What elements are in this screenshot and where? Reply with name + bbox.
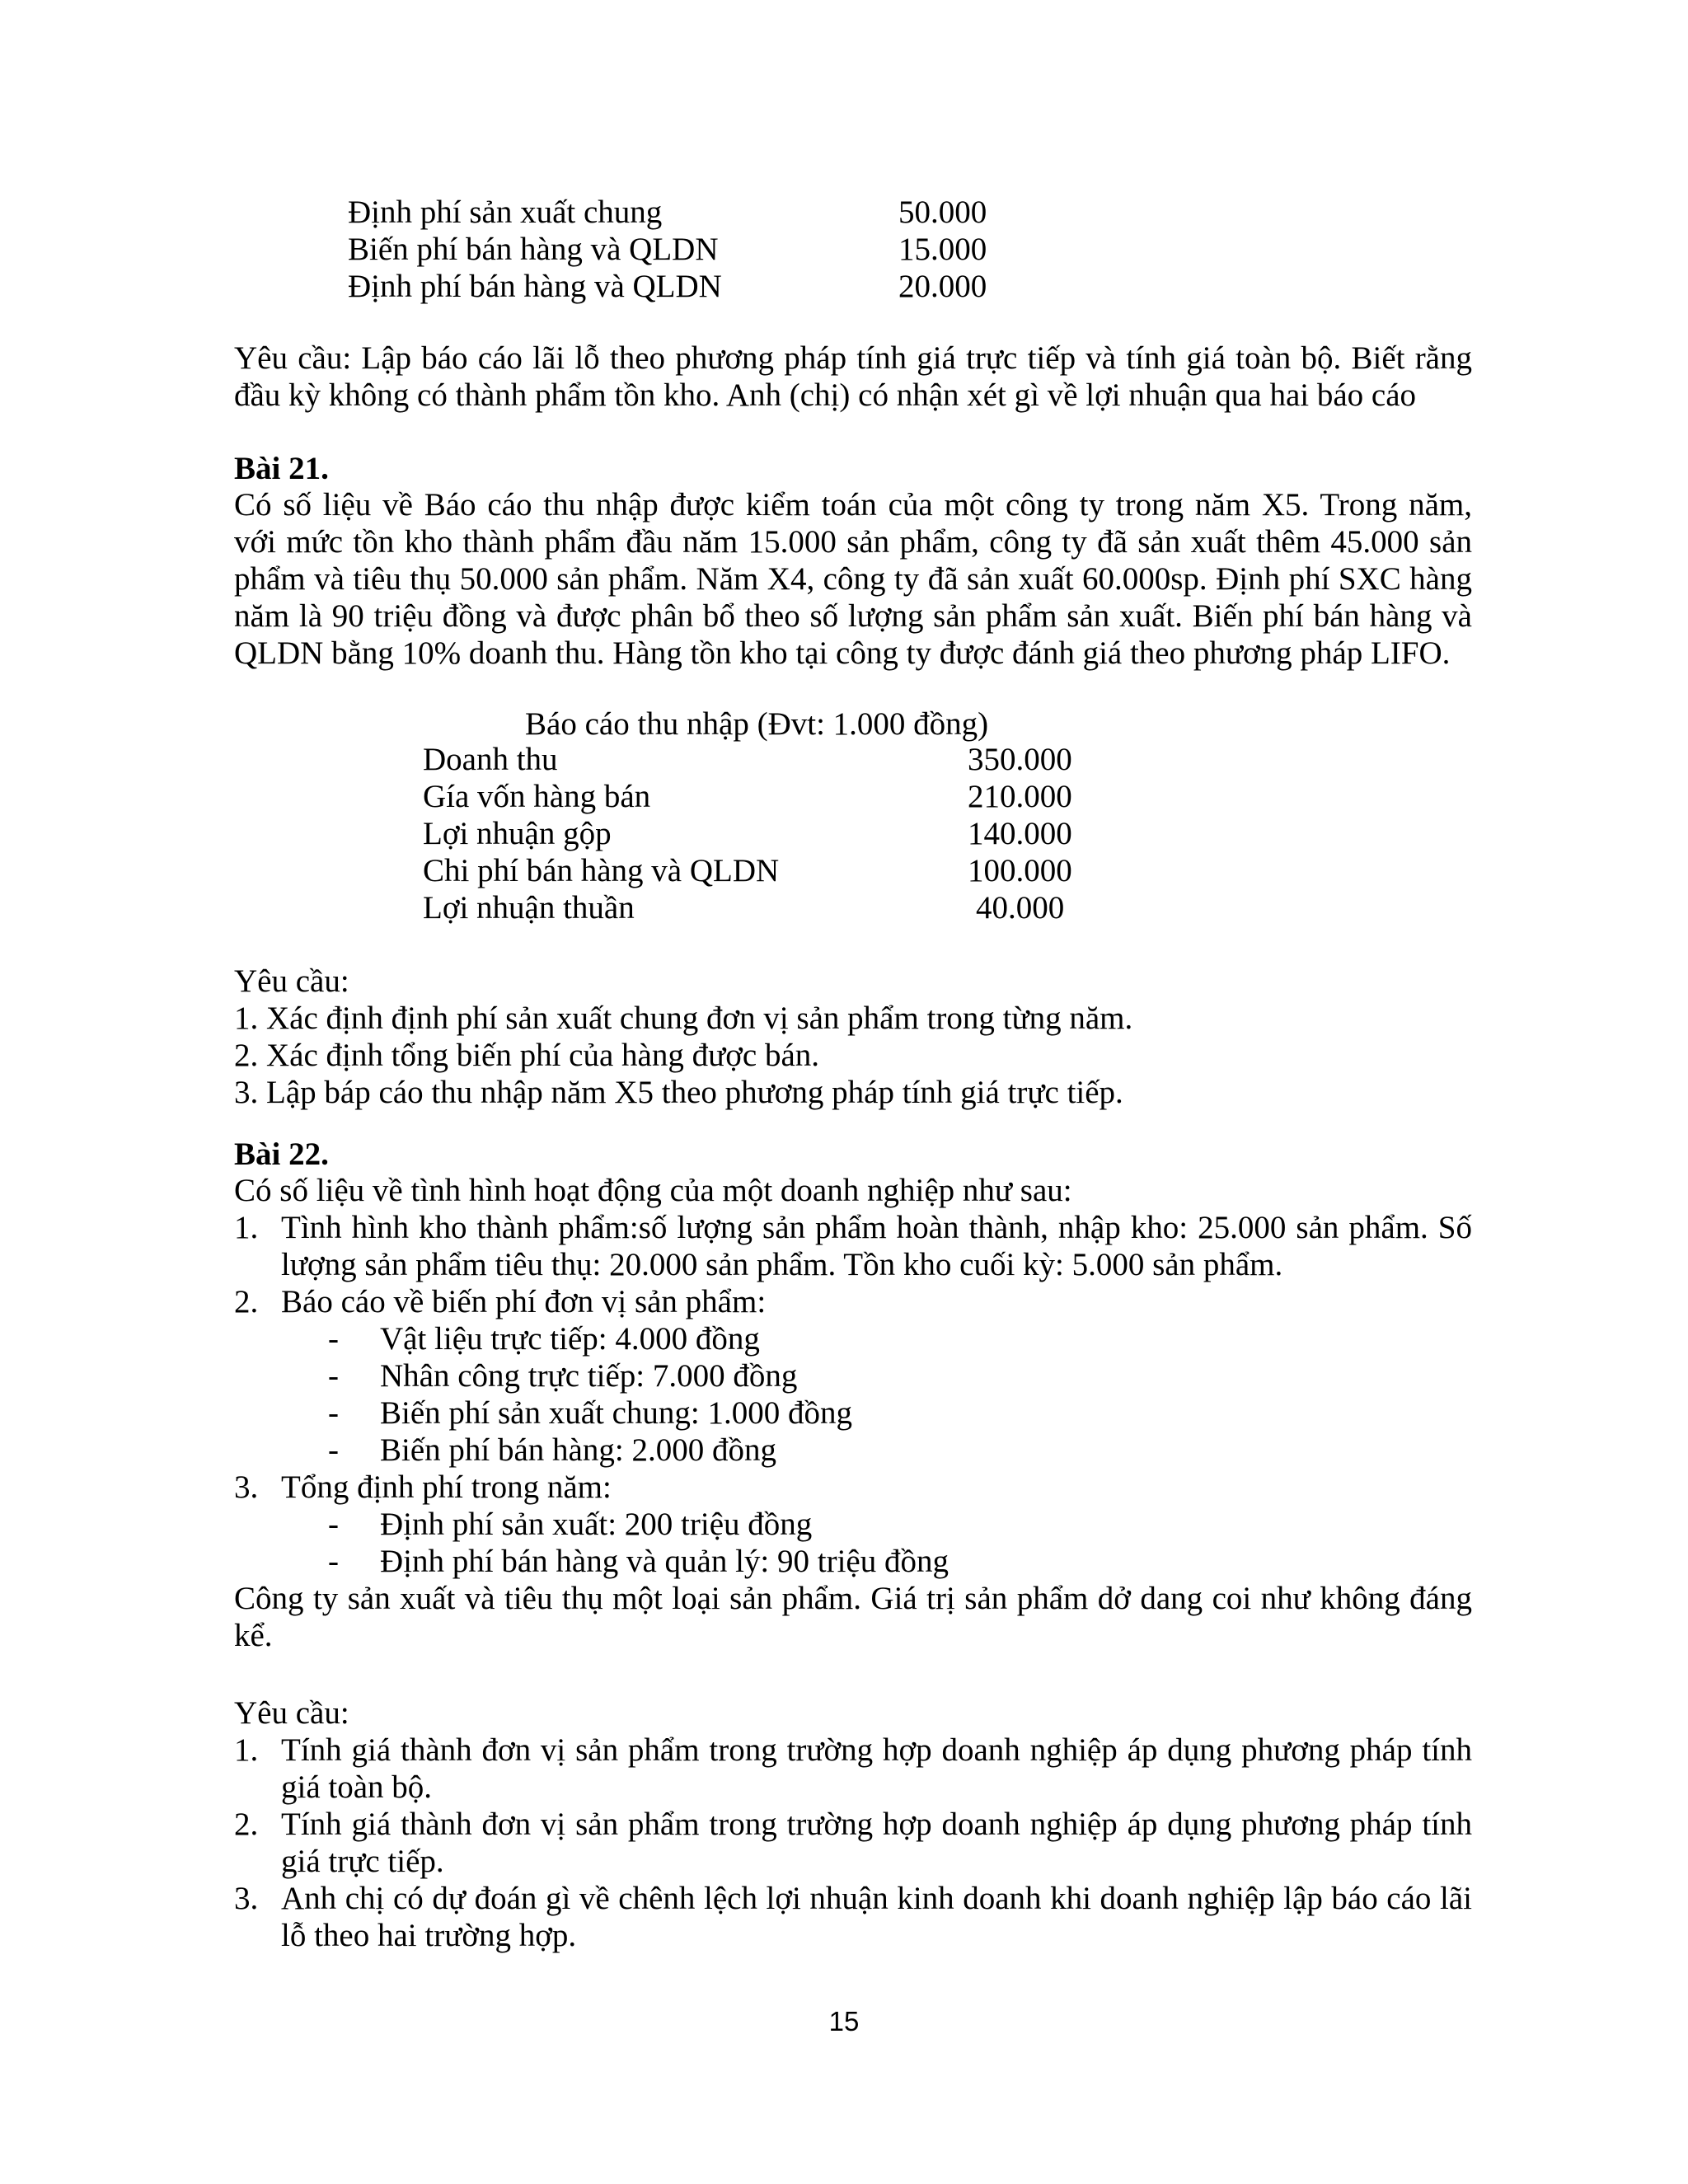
requirement-item-continuation <box>234 1917 1472 1954</box>
report-value: 210.000 <box>968 779 1072 814</box>
cost-row <box>348 231 1007 268</box>
bullet-list <box>234 1320 1472 1469</box>
bai22-heading: Bài 22. <box>234 1137 329 1172</box>
item-text: Tổng định phí trong năm: <box>281 1469 612 1505</box>
requirement-item: 1. Xác định định phí sản xuất chung đơn vị sản phẩm trong từng năm. <box>234 1001 1133 1036</box>
paragraph-line: Có số liệu về Báo cáo thu nhập được kiểm toán của một công ty trong năm X5. Trong năm, <box>234 487 1472 523</box>
item-text: giá trực tiếp. <box>281 1844 444 1879</box>
item-text: Tính giá thành đơn vị sản phẩm trong trường hợp doanh nghiệp áp dụng phương pháp tính <box>281 1807 1472 1842</box>
item-number: 1. <box>234 1210 259 1245</box>
paragraph-line: năm là 90 triệu đồng và được phân bổ theo số lượng sản phẩm sản xuất. Biến phí bán hàng và <box>234 598 1472 634</box>
item-text: Tình hình kho thành phẩm:số lượng sản phẩm hoàn thành, nhập kho: 25.000 sản phẩm. Số <box>281 1210 1472 1245</box>
bai22-requirements <box>234 1694 1472 1954</box>
closing-line: kể. <box>234 1618 273 1653</box>
bullet-text: Nhân công trực tiếp: 7.000 đồng <box>380 1358 798 1394</box>
requirement-item-continuation <box>234 1843 1472 1880</box>
item-text: Tính giá thành đơn vị sản phẩm trong trường hợp doanh nghiệp áp dụng phương pháp tính <box>281 1732 1472 1768</box>
paragraph-line: QLDN bằng 10% doanh thu. Hàng tồn kho tại công ty được đánh giá theo phương pháp LIFO. <box>234 635 1451 671</box>
requirement-line: Yêu cầu: Lập báo cáo lãi lỗ theo phương pháp tính giá trực tiếp và tính giá toàn bộ. Biết rằng <box>234 340 1472 376</box>
report-value: 350.000 <box>968 742 1072 777</box>
report-row <box>423 741 1082 778</box>
report-row <box>423 778 1082 815</box>
income-report-title: Báo cáo thu nhập (Đvt: 1.000 đồng) <box>525 706 989 742</box>
top-requirement <box>234 340 1472 414</box>
item-text: giá toàn bộ. <box>281 1769 433 1805</box>
bai22-intro: Có số liệu về tình hình hoạt động của một doanh nghiệp như sau: <box>234 1173 1072 1208</box>
bai21-heading: Bài 21. <box>234 451 329 486</box>
requirement-item-continuation <box>234 1769 1472 1806</box>
requirement-item: 3. Lập báp cáo thu nhập năm X5 theo phương pháp tính giá trực tiếp. <box>234 1075 1123 1110</box>
item-text: Báo cáo về biến phí đơn vị sản phẩm: <box>281 1284 767 1319</box>
requirement-item: 2. Xác định tổng biến phí của hàng được bán. <box>234 1038 819 1073</box>
numbered-item <box>234 1209 1472 1246</box>
bullet-dash: - <box>328 1544 339 1579</box>
requirement-label: Yêu cầu: <box>234 963 349 999</box>
bullet-item <box>328 1432 1472 1469</box>
report-label: Gía vốn hàng bán <box>423 779 651 814</box>
cost-value: 50.000 <box>898 194 987 230</box>
bullet-text: Vật liệu trực tiếp: 4.000 đồng <box>380 1321 760 1357</box>
item-text: lượng sản phẩm tiêu thụ: 20.000 sản phẩm. Tồn kho cuối kỳ: 5.000 sản phẩm. <box>281 1247 1283 1282</box>
bullet-dash: - <box>328 1507 339 1542</box>
item-number: 2. <box>234 1807 259 1842</box>
bullet-dash: - <box>328 1432 339 1468</box>
report-value: 100.000 <box>968 853 1072 888</box>
requirement-label: Yêu cầu: <box>234 1695 349 1731</box>
bullet-item <box>328 1320 1472 1357</box>
requirement-item <box>234 1732 1472 1769</box>
bullet-item <box>328 1543 1472 1580</box>
bullet-text: Định phí sản xuất: 200 triệu đồng <box>380 1507 813 1542</box>
page-number: 15 <box>828 2006 860 2036</box>
requirement-line: đầu kỳ không có thành phẩm tồn kho. Anh (chị) có nhận xét gì về lợi nhuận qua hai báo cáo <box>234 377 1417 413</box>
income-report-table <box>423 741 1082 926</box>
cost-label: Biến phí bán hàng và QLDN <box>348 232 719 267</box>
bullet-dash: - <box>328 1358 339 1394</box>
bullet-item <box>328 1506 1472 1543</box>
cost-label: Định phí bán hàng và QLDN <box>348 269 722 304</box>
paragraph-line: phẩm và tiêu thụ 50.000 sản phẩm. Năm X4, công ty đã sản xuất 60.000sp. Định phí SXC hàng <box>234 561 1472 597</box>
item-number: 3. <box>234 1469 259 1505</box>
report-row <box>423 889 1082 926</box>
closing-line: Công ty sản xuất và tiêu thụ một loại sản phẩm. Giá trị sản phẩm dở dang coi như không đáng <box>234 1581 1472 1616</box>
cost-row <box>348 194 1007 231</box>
bullet-dash: - <box>328 1395 339 1431</box>
requirement-item <box>234 1806 1472 1843</box>
bai22-body <box>234 1172 1472 1654</box>
report-label: Lợi nhuận gộp <box>423 816 612 851</box>
cost-label: Định phí sản xuất chung <box>348 194 663 230</box>
bullet-dash: - <box>328 1321 339 1357</box>
item-number: 3. <box>234 1881 259 1916</box>
cost-value: 20.000 <box>898 269 987 304</box>
bullet-text: Biến phí sản xuất chung: 1.000 đồng <box>380 1395 853 1431</box>
cost-table <box>348 194 1007 305</box>
requirement-item <box>234 1880 1472 1917</box>
bullet-text: Định phí bán hàng và quản lý: 90 triệu đồng <box>380 1544 949 1579</box>
report-value: 140.000 <box>968 816 1072 851</box>
bullet-text: Biến phí bán hàng: 2.000 đồng <box>380 1432 776 1468</box>
item-number: 1. <box>234 1732 259 1768</box>
bai21-paragraph <box>234 486 1472 672</box>
report-label: Lợi nhuận thuần <box>423 890 635 926</box>
cost-value: 15.000 <box>898 232 987 267</box>
bullet-item <box>328 1394 1472 1432</box>
report-value: 40.000 <box>976 890 1065 926</box>
report-label: Chi phí bán hàng và QLDN <box>423 853 780 888</box>
item-number: 2. <box>234 1284 259 1319</box>
report-label: Doanh thu <box>423 742 558 777</box>
bullet-item <box>328 1357 1472 1394</box>
report-row <box>423 852 1082 889</box>
paragraph-line: với mức tồn kho thành phẩm đầu năm 15.000 sản phẩm, công ty đã sản xuất thêm 45.000 sản <box>234 524 1472 560</box>
item-text: lỗ theo hai trường hợp. <box>281 1918 577 1953</box>
cost-row <box>348 268 1007 305</box>
numbered-item <box>234 1469 1472 1506</box>
bai21-requirements <box>234 963 1132 1111</box>
numbered-item <box>234 1283 1472 1320</box>
bullet-list <box>234 1506 1472 1580</box>
numbered-item-continuation <box>234 1246 1472 1283</box>
item-text: Anh chị có dự đoán gì về chênh lệch lợi nhuận kinh doanh khi doanh nghiệp lập báo cáo lãi <box>281 1881 1472 1916</box>
report-row <box>423 815 1082 852</box>
